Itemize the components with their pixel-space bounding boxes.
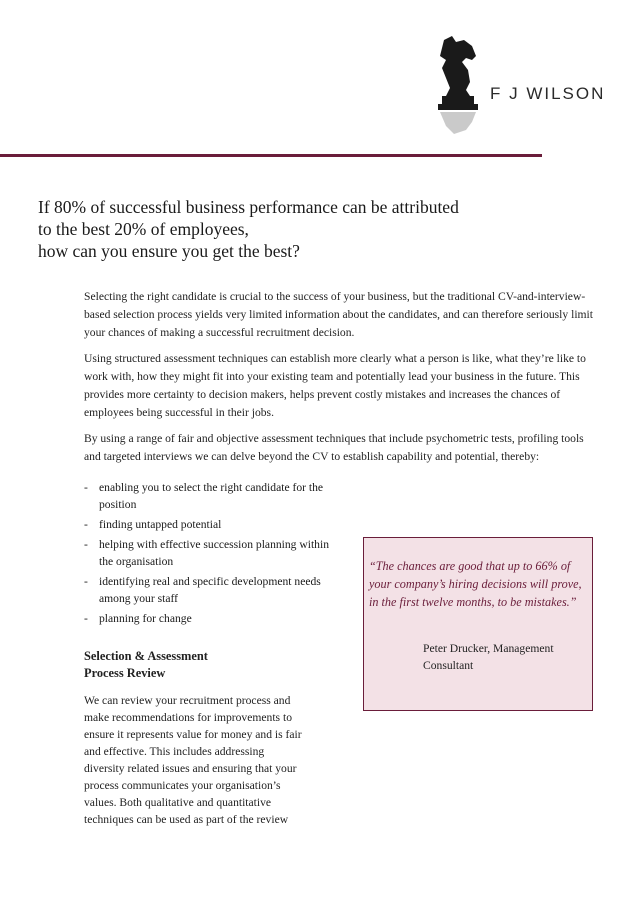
list-item: [84, 516, 334, 533]
company-logo: [432, 30, 612, 140]
body-paragraph: By using a range of fair and objective assessment techniques that include psychometric tests, profiling tools and targeted interviews we can delve beyond the CV to establish capability and potential, thereby:: [84, 432, 584, 463]
list-item-text: finding untapped potential: [99, 518, 222, 531]
section-title-line: Process Review: [84, 666, 166, 680]
list-item: [84, 573, 334, 607]
quote-attribution: Peter Drucker, Management Consultant: [423, 642, 554, 672]
list-item: [84, 610, 334, 627]
list-item-text: helping with effective succession planning within the organisation: [99, 538, 330, 568]
intro-body: [84, 288, 596, 474]
bullet-dash: -: [84, 612, 88, 625]
bullet-dash: -: [84, 538, 88, 551]
bullet-dash: -: [84, 575, 88, 588]
page-heading: [38, 196, 598, 262]
heading-line: If 80% of successful business performance can be attributed: [38, 197, 459, 217]
header-divider: [0, 154, 542, 157]
list-item-text: planning for change: [99, 612, 192, 625]
benefits-list: [84, 479, 334, 630]
list-item: [84, 536, 334, 570]
section-body: We can review your recruitment process and make recommendations for improvements to ensure it represents value for money and is fair and effective. This includes addressing diversity related issues and ensuring that your process communicates your organisation’s values. Both qualitative and quantitative techniques can be used as part of the review: [84, 694, 302, 826]
body-paragraph: Using structured assessment techniques can establish more clearly what a person is like, what they’re like to work with, how they might fit into your existing team and potentially lead your business in the future. This provides more certainty to decision makers, helps prevent costly mistakes and increases the chances of employees being successful in their jobs.: [84, 352, 586, 419]
brand-name: F J WILSON: [490, 84, 606, 103]
list-item-text: enabling you to select the right candidate for the position: [99, 481, 324, 511]
heading-line: how can you ensure you get the best?: [38, 241, 300, 261]
section-title-line: Selection & Assessment: [84, 649, 208, 663]
knight-chess-piece-icon: [432, 30, 487, 140]
quote-text: “The chances are good that up to 66% of your company’s hiring decisions will prove, in the first twelve months, to be mistakes.”: [369, 559, 582, 609]
body-paragraph: Selecting the right candidate is crucial to the success of your business, but the traditional CV-and-interview-based selection process yields very limited information about the candidates, and can therefore seriously limit your chances of making a successful recruitment decision.: [84, 290, 594, 339]
quote-box: [363, 537, 593, 711]
list-item-text: identifying real and specific development needs among your staff: [99, 575, 321, 605]
bullet-dash: -: [84, 518, 88, 531]
heading-line: to the best 20% of employees,: [38, 219, 249, 239]
section-title: [84, 648, 284, 682]
bullet-dash: -: [84, 481, 88, 494]
list-item: [84, 479, 334, 513]
